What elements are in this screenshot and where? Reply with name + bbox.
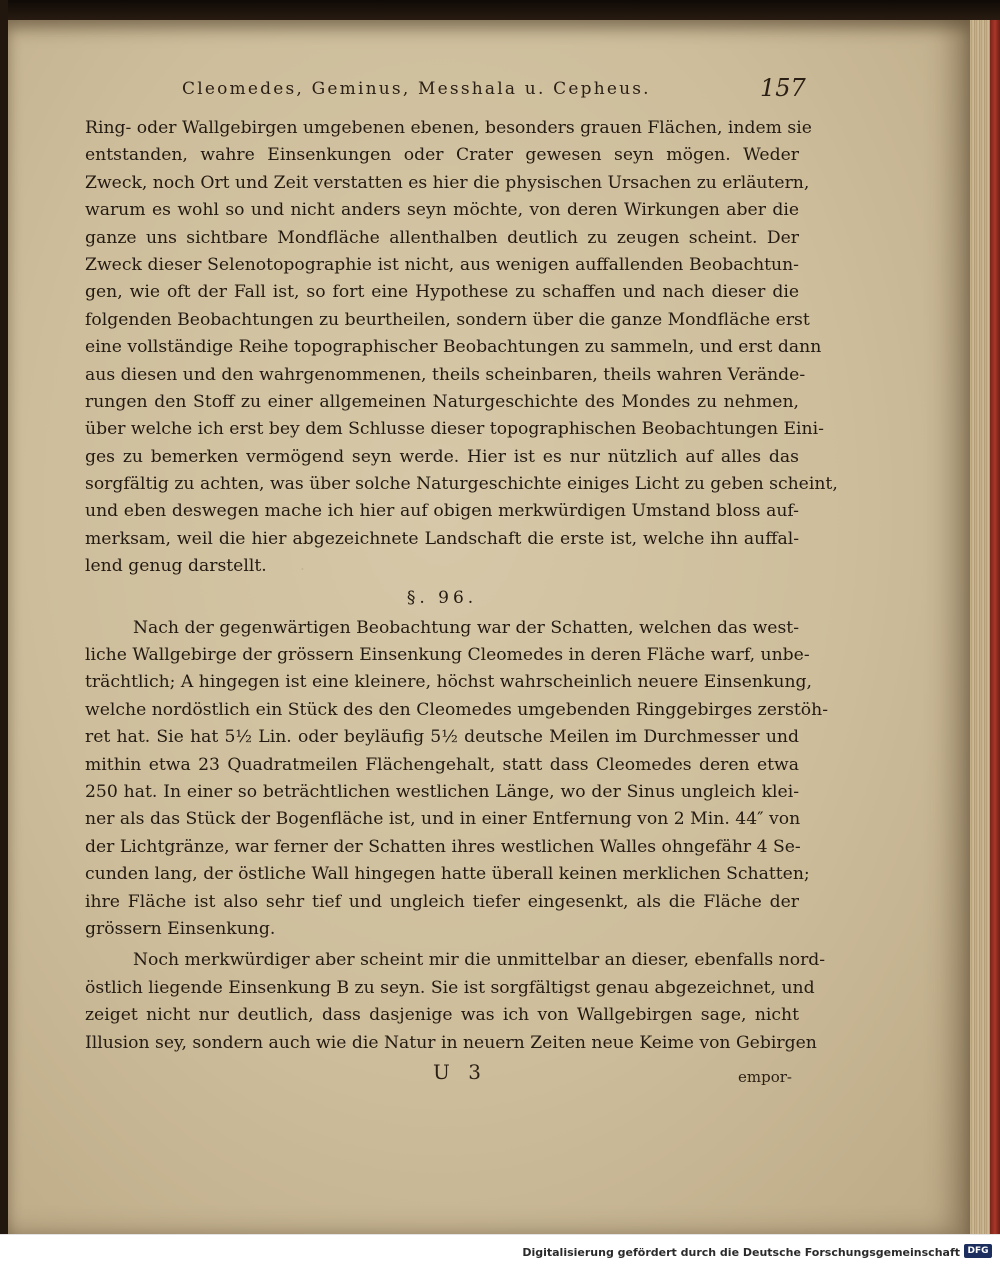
- digitization-footer: [0, 1234, 1000, 1267]
- text-line: Zweck dieser Selenotopographie ist nicht, aus wenigen auffallenden Beobachtun-: [85, 254, 799, 275]
- text-line: ret hat. Sie hat 5½ Lin. oder beyläufig 5½ deutsche Meilen im Durchmesser und: [85, 727, 799, 748]
- page-number: 157: [760, 74, 806, 102]
- text-line: der Lichtgränze, war ferner der Schatten ihres westlichen Walles ohngefähr 4 Se-: [85, 836, 801, 857]
- text-line: und eben deswegen mache ich hier auf obigen merkwürdigen Umstand bloss auf-: [85, 501, 799, 522]
- funding-credit: Digitalisierung gefördert durch die Deutsche Forschungsgemeinschaft: [522, 1246, 960, 1259]
- text-line: Ring- oder Wallgebirgen umgebenen ebenen, besonders grauen Flächen, indem sie: [85, 118, 812, 138]
- paragraph-3: [85, 947, 826, 1057]
- paragraph-2: [85, 615, 829, 944]
- scan-top-edge: [0, 0, 1000, 22]
- text-line: rungen den Stoff zu einer allgemeinen Naturgeschichte des Mondes zu nehmen,: [85, 391, 799, 412]
- text-line: sorgfältig zu achten, was über solche Naturgeschichte einiges Licht zu geben scheint,: [85, 474, 838, 495]
- text-line: warum es wohl so und nicht anders seyn möchte, von deren Wirkungen aber die: [85, 200, 799, 221]
- text-line: ihre Fläche ist also sehr tief und ungleich tiefer eingesenkt, als die Fläche der: [85, 891, 799, 912]
- text-line: cunden lang, der östliche Wall hingegen hatte überall keinen merklichen Schatten;: [85, 864, 810, 885]
- text-line: trächtlich; A hingegen ist eine kleinere, höchst wahrscheinlich neuere Einsenkung,: [85, 672, 812, 693]
- dfg-logo-icon: DFG: [964, 1244, 992, 1258]
- text-line: über welche ich erst bey dem Schlusse dieser topographischen Beobachtungen Eini-: [85, 419, 824, 440]
- text-line: aus diesen und den wahrgenommenen, theils scheinbaren, theils wahren Verände-: [85, 364, 806, 385]
- text-line: entstanden, wahre Einsenkungen oder Crater gewesen seyn mögen. Weder: [85, 145, 799, 166]
- text-line: ganze uns sichtbare Mondfläche allenthalben deutlich zu zeugen scheint. Der: [85, 227, 799, 248]
- catchword: empor-: [738, 1068, 792, 1086]
- text-line: merksam, weil die hier abgezeichnete Landschaft die erste ist, welche ihn auffal-: [85, 528, 799, 549]
- scan-left-edge: [0, 0, 8, 1234]
- text-line: welche nordöstlich ein Stück des den Cleomedes umgebenden Ringgebirges zerstöh-: [85, 699, 829, 720]
- text-line: grössern Einsenkung.: [85, 918, 276, 939]
- text-line: ges zu bemerken vermögend seyn werde. Hier ist es nur nützlich auf alles das: [85, 446, 799, 467]
- text-line: Zweck, noch Ort und Zeit verstatten es hier die physischen Ursachen zu erläutern,: [85, 172, 810, 193]
- text-line: Illusion sey, sondern auch wie die Natur in neuern Zeiten neue Keime von Gebirgen: [85, 1032, 817, 1053]
- text-line: Noch merkwürdiger aber scheint mir die unmittelbar an dieser, ebenfalls nord-: [133, 950, 826, 971]
- text-line: gen, wie oft der Fall ist, so fort eine Hypothese zu schaffen und nach dieser die: [85, 282, 799, 303]
- text-line: lend genug darstellt.: [85, 556, 267, 577]
- body-text: [85, 115, 838, 1057]
- text-line: Nach der gegenwärtigen Beobachtung war der Schatten, welchen das west-: [133, 617, 799, 638]
- text-line: 250 hat. In einer so beträchtlichen westlichen Länge, wo der Sinus ungleich klei-: [85, 781, 799, 802]
- text-line: liche Wallgebirge der grössern Einsenkung Cleomedes in deren Fläche warf, unbe-: [85, 645, 810, 666]
- text-line: folgenden Beobachtungen zu beurtheilen, sondern über die ganze Mondfläche erst: [85, 309, 810, 330]
- book-binding: [990, 20, 1000, 1234]
- paragraph-1: [85, 115, 838, 581]
- signature-mark: U 3: [433, 1060, 487, 1084]
- text-line: östlich liegende Einsenkung B zu seyn. Sie ist sorgfältigst genau abgezeichnet, und: [85, 977, 815, 998]
- text-line: eine vollständige Reihe topographischer Beobachtungen zu sammeln, und erst dann: [85, 337, 822, 358]
- text-line: zeiget nicht nur deutlich, dass dasjenige was ich von Wallgebirgen sage, nicht: [85, 1005, 799, 1026]
- text-line: ner als das Stück der Bogenfläche ist, und in einer Entfernung von 2 Min. 44″ von: [85, 809, 801, 830]
- running-title: Cleomedes, Geminus, Messhala u. Cepheus.: [182, 79, 651, 99]
- text-line: mithin etwa 23 Quadratmeilen Flächengehalt, statt dass Cleomedes deren etwa: [85, 754, 799, 775]
- section-heading: §. 96.: [406, 587, 478, 608]
